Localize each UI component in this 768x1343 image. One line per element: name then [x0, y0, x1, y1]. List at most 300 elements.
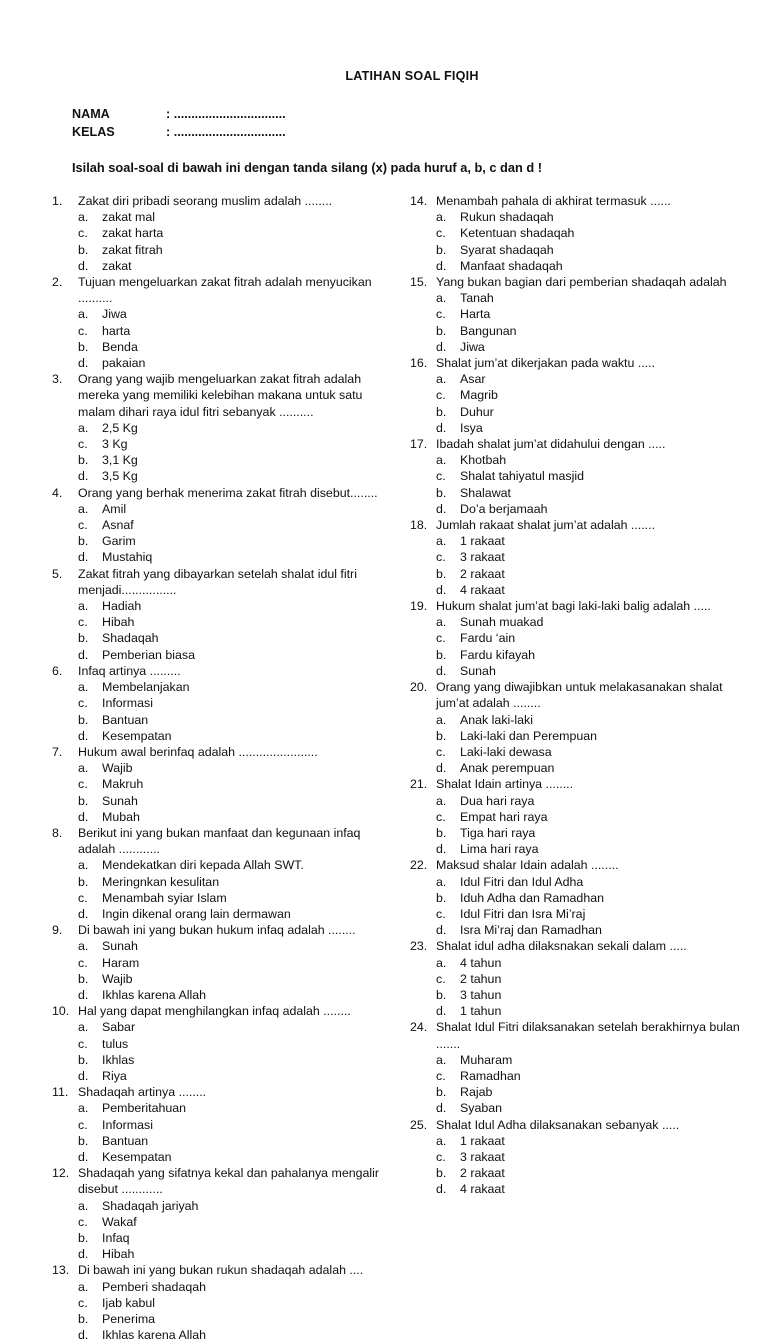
answer-option	[78, 793, 241, 809]
answer-option	[78, 776, 241, 792]
answer-option	[78, 1246, 241, 1262]
question-stem	[52, 566, 397, 598]
option-letter: d.	[436, 339, 447, 354]
option-letter: c.	[436, 906, 446, 921]
answer-option	[436, 209, 599, 225]
question-text: Zakat diri pribadi seorang muslim adalah ........	[78, 194, 333, 208]
answer-option	[436, 242, 599, 258]
question-text: Zakat fitrah yang dibayarkan setelah shalat idul fitri menjadi................	[78, 566, 357, 597]
answer-options	[410, 1133, 755, 1198]
answer-option	[78, 1279, 241, 1295]
answer-option	[436, 874, 755, 890]
question-item	[52, 825, 397, 922]
question-text: Shalat Idul Fitri dilaksanakan setelah berakhirnya bulan .......	[436, 1020, 740, 1051]
option-letter: c.	[436, 1068, 446, 1083]
question-item	[410, 1117, 755, 1198]
question-stem	[410, 1117, 755, 1133]
answer-option	[78, 1311, 241, 1327]
name-blank: : ................................	[166, 107, 286, 121]
question-item	[410, 857, 755, 938]
option-text: Khotbah	[460, 453, 507, 468]
question-text: Yang bukan bagian dari pemberian shadaqah adalah	[436, 275, 727, 290]
option-text: Membelanjakan	[102, 680, 190, 695]
answer-option	[436, 1181, 599, 1197]
question-stem	[410, 776, 755, 792]
question-stem	[52, 663, 397, 679]
option-text: Meringnkan kesulitan	[102, 874, 220, 889]
answer-option	[78, 452, 241, 468]
option-letter: d.	[78, 550, 89, 565]
option-text: Manfaat shadaqah	[460, 258, 563, 273]
answer-option	[436, 549, 599, 565]
question-text: Jumlah rakaat shalat jum’at adalah .......	[436, 518, 656, 533]
answer-options	[52, 1100, 397, 1165]
option-text: Infaq	[102, 1231, 130, 1245]
answer-option	[436, 809, 599, 825]
question-number: 10.	[52, 1004, 70, 1019]
option-letter: a.	[436, 453, 447, 468]
option-letter: a.	[78, 307, 89, 322]
option-letter: c.	[78, 226, 88, 241]
option-letter: b.	[436, 728, 447, 743]
question-item	[410, 274, 755, 355]
option-text: Idul Fitri dan Idul Adha	[460, 874, 584, 889]
option-text: Syaban	[460, 1101, 503, 1116]
question-number: 22.	[410, 858, 428, 873]
option-text: Ijab kabul	[102, 1295, 156, 1310]
option-text: 3 rakaat	[460, 1149, 505, 1164]
option-text: Sunah muakad	[460, 615, 544, 630]
answer-options	[52, 598, 397, 663]
answer-options	[52, 420, 397, 485]
option-text: Do’a berjamaah	[460, 501, 548, 516]
option-text: Sunah	[102, 793, 138, 808]
option-text: Empat hari raya	[460, 809, 548, 824]
option-letter: b.	[436, 987, 447, 1002]
question-stem	[52, 485, 397, 501]
option-letter: c.	[78, 1036, 88, 1051]
question-item	[52, 274, 397, 371]
question-item	[410, 776, 755, 857]
answer-options	[52, 938, 397, 1003]
class-field-row	[72, 124, 286, 140]
answer-option	[436, 1068, 599, 1084]
option-text: Jiwa	[102, 307, 127, 322]
question-number: 20.	[410, 680, 428, 695]
option-letter: d.	[78, 1068, 89, 1083]
answer-option	[78, 712, 241, 728]
option-text: Ingin dikenal orang lain dermawan	[102, 906, 291, 921]
option-letter: a.	[78, 210, 89, 225]
question-stem	[52, 1003, 397, 1019]
option-letter: b.	[78, 1312, 89, 1327]
answer-option	[78, 1295, 241, 1311]
option-text: Hadiah	[102, 599, 142, 614]
question-stem	[52, 1262, 397, 1278]
question-stem	[52, 193, 397, 209]
question-number: 12.	[52, 1166, 70, 1181]
question-text: Hukum awal berinfaq adalah .......................	[78, 744, 318, 759]
answer-option	[78, 1198, 241, 1214]
option-letter: d.	[78, 356, 89, 371]
questions-left-column	[52, 193, 397, 1343]
option-text: Dua hari raya	[460, 793, 535, 808]
option-letter: a.	[78, 680, 89, 695]
question-number: 11.	[52, 1085, 69, 1100]
option-text: Fardu kifayah	[460, 647, 536, 662]
answer-option	[78, 323, 241, 339]
question-number: 21.	[410, 777, 428, 792]
answer-option	[436, 1165, 599, 1181]
question-text: Shalat jum’at dikerjakan pada waktu .....	[436, 356, 656, 371]
answer-options	[52, 679, 397, 744]
answer-option	[78, 760, 241, 776]
answer-option	[436, 1052, 599, 1068]
question-number: 25.	[410, 1117, 428, 1132]
answer-option	[78, 225, 241, 241]
answer-option	[436, 566, 599, 582]
option-text: Shalat tahiyatul masjid	[460, 469, 584, 484]
option-text: Kesempatan	[102, 728, 172, 743]
option-text: Benda	[102, 339, 138, 354]
option-text: Wakaf	[102, 1214, 137, 1229]
option-letter: d.	[78, 1149, 89, 1164]
option-letter: a.	[78, 1020, 89, 1035]
option-letter: b.	[436, 1166, 447, 1181]
instruction-text: Isilah soal-soal di bawah ini dengan tanda silang (x) pada huruf a, b, c dan d !	[72, 160, 542, 175]
answer-option	[436, 306, 599, 322]
option-text: Mendekatkan diri kepada Allah SWT.	[102, 858, 304, 873]
answer-option	[78, 809, 241, 825]
answer-option	[78, 1019, 241, 1035]
answer-option	[78, 857, 397, 873]
question-stem	[52, 274, 397, 306]
question-stem	[410, 193, 755, 209]
question-stem	[410, 598, 755, 614]
option-letter: b.	[78, 712, 89, 727]
question-number: 2.	[52, 275, 63, 290]
option-letter: a.	[436, 955, 447, 970]
answer-option	[436, 890, 755, 906]
answer-option	[78, 1052, 241, 1068]
option-text: Fardu ‘ain	[460, 631, 516, 646]
option-letter: b.	[78, 1133, 89, 1148]
answer-option	[436, 841, 599, 857]
option-text: Mustahiq	[102, 550, 153, 565]
question-item	[52, 566, 397, 663]
answer-option	[436, 760, 755, 776]
option-letter: d.	[436, 582, 447, 597]
option-letter: a.	[436, 712, 447, 727]
question-item	[410, 1019, 755, 1116]
option-text: Ketentuan shadaqah	[460, 226, 575, 241]
question-number: 23.	[410, 939, 428, 954]
option-letter: d.	[436, 1004, 447, 1019]
option-text: Asnaf	[102, 518, 134, 533]
option-letter: d.	[436, 761, 447, 776]
option-text: Menambah syiar Islam	[102, 890, 227, 905]
answer-option	[78, 630, 241, 646]
option-letter: a.	[78, 761, 89, 776]
answer-option	[78, 906, 397, 922]
option-text: Shalawat	[460, 485, 511, 500]
answer-option	[436, 614, 599, 630]
option-letter: c.	[78, 437, 88, 452]
name-label: NAMA	[72, 107, 110, 121]
option-text: Penerima	[102, 1312, 156, 1327]
option-text: Magrib	[460, 388, 498, 403]
option-letter: a.	[78, 420, 89, 435]
name-field-row	[72, 106, 286, 122]
answer-option	[78, 874, 397, 890]
option-letter: b.	[436, 323, 447, 338]
option-text: Idul Fitri dan Isra Mi’raj	[460, 906, 586, 921]
option-text: Bangunan	[460, 323, 517, 338]
option-letter: c.	[78, 955, 88, 970]
answer-option	[436, 793, 599, 809]
option-text: Wajib	[102, 971, 133, 986]
option-text: 1 rakaat	[460, 534, 505, 549]
answer-options	[52, 1198, 397, 1263]
question-item	[410, 436, 755, 517]
option-letter: b.	[436, 485, 447, 500]
answer-options	[410, 371, 755, 436]
option-text: 1 tahun	[460, 1004, 502, 1019]
answer-options	[52, 306, 397, 371]
answer-option	[436, 922, 755, 938]
answer-option	[436, 290, 599, 306]
option-text: tulus	[102, 1036, 129, 1051]
option-text: Haram	[102, 955, 140, 970]
option-text: zakat fitrah	[102, 242, 163, 257]
answer-option	[78, 258, 241, 274]
answer-option	[78, 1214, 241, 1230]
question-number: 17.	[410, 437, 428, 452]
option-text: Isya	[460, 420, 483, 435]
option-letter: d.	[78, 647, 89, 662]
question-number: 16.	[410, 356, 428, 371]
answer-option	[436, 663, 599, 679]
option-text: Laki-laki dewasa	[460, 744, 552, 759]
question-number: 6.	[52, 663, 63, 678]
option-text: Ramadhan	[460, 1068, 521, 1083]
option-text: Bantuan	[102, 712, 149, 727]
answer-option	[78, 598, 241, 614]
option-text: Duhur	[460, 404, 494, 419]
question-number: 7.	[52, 744, 63, 759]
option-letter: d.	[78, 1247, 89, 1262]
answer-options	[410, 793, 755, 858]
question-stem	[52, 1165, 397, 1197]
answer-option	[436, 501, 599, 517]
question-text: Orang yang wajib mengeluarkan zakat fitrah adalah mereka yang memiliki kelebihan makana untuk satu malam dihari raya idul fitri sebanyak ..........	[78, 372, 363, 419]
option-text: Sabar	[102, 1020, 136, 1035]
option-letter: a.	[436, 1133, 447, 1148]
answer-option	[78, 355, 241, 371]
question-stem	[410, 938, 755, 954]
option-text: Iduh Adha dan Ramadhan	[460, 890, 604, 905]
question-text: Shadaqah artinya ........	[78, 1085, 207, 1100]
answer-option	[78, 1036, 241, 1052]
question-stem	[410, 517, 755, 533]
answer-option	[78, 436, 241, 452]
question-item	[410, 193, 755, 274]
option-letter: a.	[436, 372, 447, 387]
page-title: LATIHAN SOAL FIQIH	[345, 69, 479, 83]
option-text: 2 tahun	[460, 971, 502, 986]
option-letter: c.	[436, 809, 446, 824]
option-text: Hibah	[102, 1247, 135, 1262]
option-letter: d.	[436, 923, 447, 938]
question-stem	[410, 679, 755, 711]
option-letter: a.	[78, 599, 89, 614]
option-letter: c.	[78, 518, 88, 533]
answer-option	[78, 1117, 241, 1133]
question-stem	[410, 857, 755, 873]
question-item	[52, 922, 397, 1003]
answer-option	[78, 468, 241, 484]
option-letter: b.	[78, 242, 89, 257]
option-letter: c.	[78, 1214, 88, 1229]
option-text: Asar	[460, 372, 486, 387]
answer-option	[436, 258, 599, 274]
answer-option	[436, 452, 599, 468]
question-number: 14.	[410, 194, 428, 208]
answer-option	[78, 1149, 241, 1165]
answer-options	[410, 955, 755, 1020]
answer-option	[78, 1100, 241, 1116]
option-letter: b.	[78, 339, 89, 354]
question-number: 13.	[52, 1263, 70, 1278]
option-text: zakat mal	[102, 210, 156, 225]
option-text: Wajib	[102, 761, 133, 776]
answer-option	[436, 1149, 599, 1165]
option-text: Bantuan	[102, 1133, 149, 1148]
option-letter: b.	[78, 793, 89, 808]
question-number: 3.	[52, 372, 63, 387]
option-letter: c.	[78, 696, 88, 711]
question-stem	[410, 355, 755, 371]
option-letter: d.	[436, 1101, 447, 1116]
answer-options	[410, 874, 755, 939]
option-letter: c.	[78, 323, 88, 338]
option-letter: c.	[436, 744, 446, 759]
question-item	[52, 663, 397, 744]
question-stem	[52, 744, 397, 760]
questions-right-column	[410, 193, 755, 1198]
question-text: Shalat idul adha dilaksnakan sekali dalam .....	[436, 939, 687, 954]
option-text: Shadaqah	[102, 631, 159, 646]
option-letter: b.	[436, 242, 447, 257]
answer-option	[78, 306, 241, 322]
option-text: 4 rakaat	[460, 1182, 505, 1197]
answer-option	[436, 323, 599, 339]
answer-option	[78, 614, 241, 630]
question-text: Shadaqah yang sifatnya kekal dan pahalanya mengalir disebut ............	[78, 1166, 380, 1197]
option-letter: b.	[436, 566, 447, 581]
option-letter: c.	[436, 226, 446, 241]
answer-option	[436, 712, 755, 728]
option-text: 3 Kg	[102, 437, 128, 452]
answer-option	[436, 1003, 599, 1019]
option-text: Harta	[460, 307, 491, 322]
answer-option	[78, 987, 241, 1003]
option-letter: d.	[78, 809, 89, 824]
option-letter: c.	[436, 631, 446, 646]
option-text: Ikhlas	[102, 1052, 135, 1067]
option-text: 4 tahun	[460, 955, 502, 970]
option-letter: d.	[436, 1182, 447, 1197]
option-text: Pemberitahuan	[102, 1101, 187, 1116]
question-text: Orang yang berhak menerima zakat fitrah disebut........	[78, 485, 378, 500]
answer-option	[78, 339, 241, 355]
answer-option	[436, 906, 755, 922]
option-text: 3 tahun	[460, 987, 502, 1002]
option-text: 2 rakaat	[460, 1166, 505, 1181]
answer-option	[436, 339, 599, 355]
answer-option	[436, 1133, 599, 1149]
option-text: Laki-laki dan Perempuan	[460, 728, 598, 743]
option-text: Mubah	[102, 809, 140, 824]
option-letter: c.	[78, 1117, 88, 1132]
option-text: zakat harta	[102, 226, 164, 241]
answer-option	[436, 225, 599, 241]
option-letter: b.	[78, 874, 89, 889]
answer-option	[78, 695, 241, 711]
answer-option	[78, 420, 241, 436]
question-number: 9.	[52, 923, 63, 938]
option-letter: a.	[436, 1052, 447, 1067]
question-stem	[52, 825, 397, 857]
question-stem	[52, 371, 397, 420]
question-stem	[52, 922, 397, 938]
option-letter: b.	[436, 825, 447, 840]
option-letter: a.	[78, 1101, 89, 1116]
question-text: Shalat Idul Adha dilaksanakan sebanyak .....	[436, 1117, 680, 1132]
question-text: Maksud shalar Idain adalah ........	[436, 858, 619, 873]
answer-option	[436, 1084, 599, 1100]
option-letter: a.	[436, 291, 447, 306]
question-text: Orang yang diwajibkan untuk melakasanakan shalat jum’at adalah ........	[436, 680, 723, 711]
answer-option	[436, 744, 755, 760]
option-letter: d.	[436, 258, 447, 273]
answer-options	[410, 1052, 755, 1117]
option-text: Ikhlas karena Allah	[102, 1328, 207, 1343]
answer-option	[436, 420, 599, 436]
option-letter: b.	[78, 971, 89, 986]
answer-option	[78, 955, 241, 971]
question-item	[410, 938, 755, 1019]
answer-option	[436, 485, 599, 501]
option-letter: b.	[78, 453, 89, 468]
question-stem	[410, 274, 755, 290]
option-letter: a.	[436, 615, 447, 630]
question-item	[52, 744, 397, 825]
option-text: Hibah	[102, 615, 135, 630]
option-letter: d.	[78, 469, 89, 484]
option-letter: b.	[78, 534, 89, 549]
answer-option	[78, 501, 241, 517]
question-item	[52, 485, 397, 566]
answer-options	[410, 712, 755, 777]
option-letter: c.	[436, 971, 446, 986]
option-letter: b.	[436, 890, 447, 905]
answer-option	[78, 647, 241, 663]
question-item	[52, 371, 397, 484]
option-letter: b.	[436, 1085, 447, 1100]
option-text: Amil	[102, 501, 127, 516]
option-letter: c.	[436, 469, 446, 484]
